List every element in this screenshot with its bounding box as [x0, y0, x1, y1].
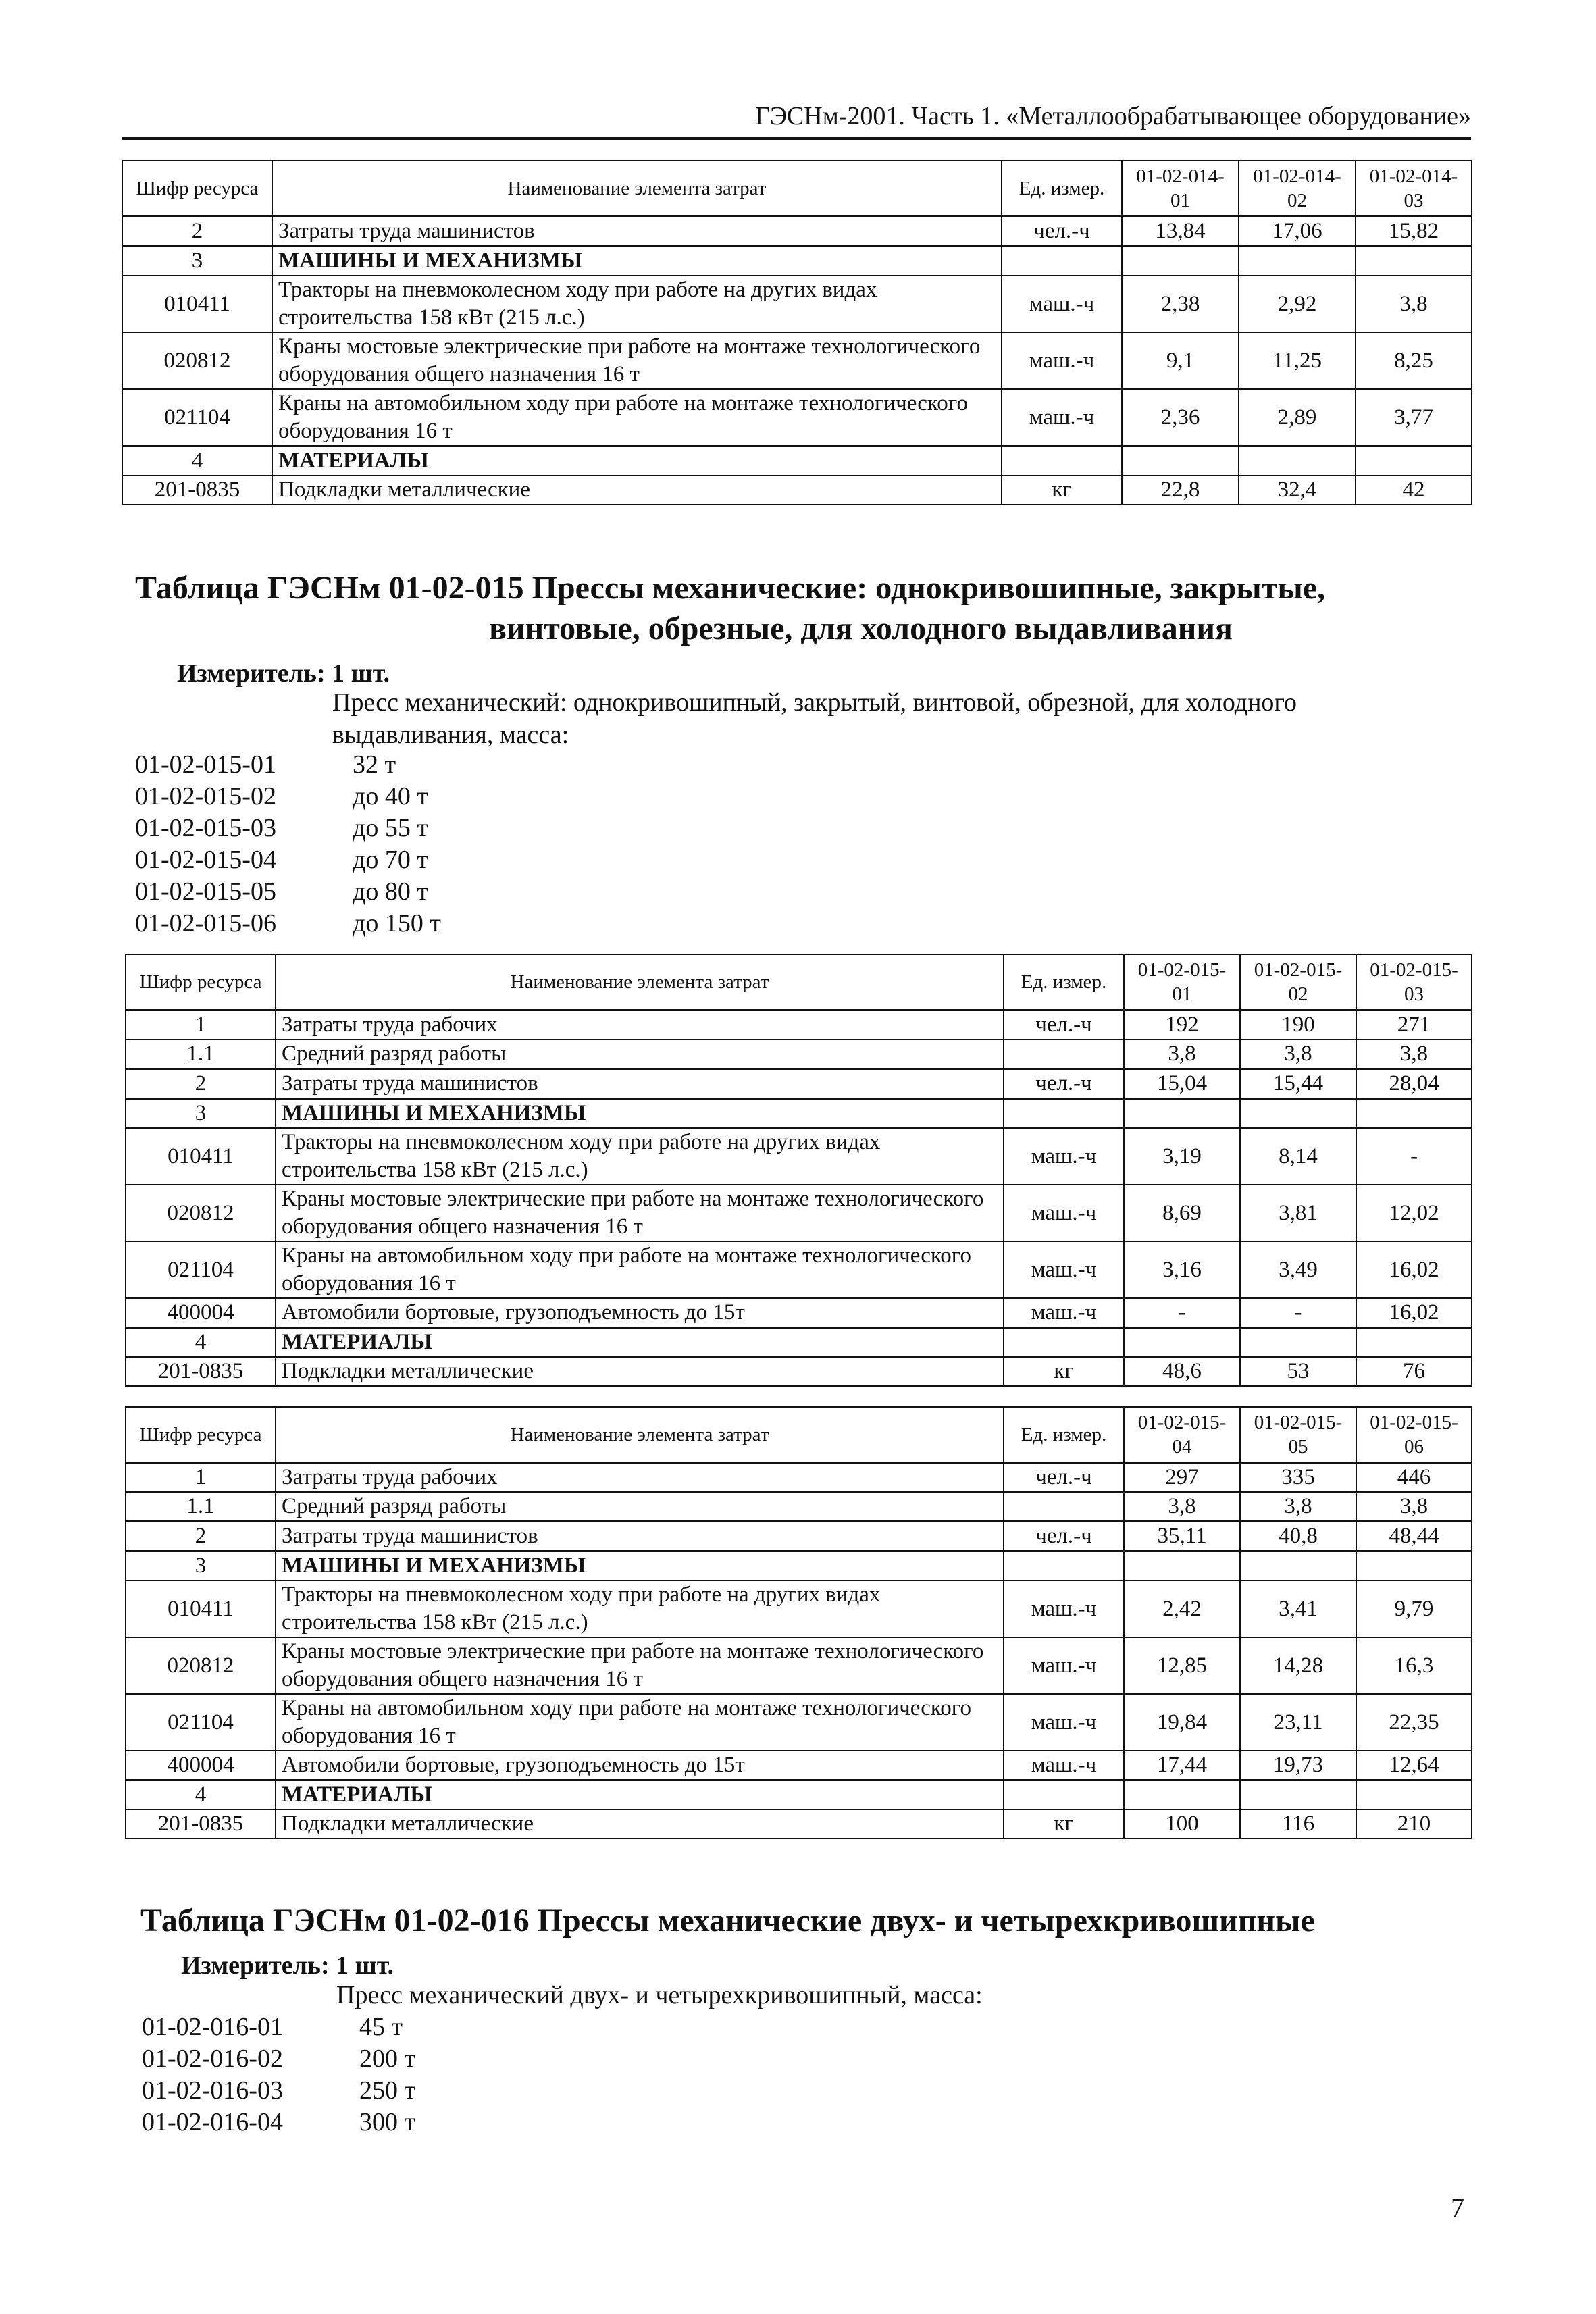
variant-item [135, 749, 441, 781]
table-row [122, 247, 1472, 276]
variant-code: 01-02-015-06 [135, 909, 276, 937]
unit-cell [1004, 1328, 1124, 1358]
col-header-variant-2: 01-02-014-02 [1239, 161, 1356, 217]
resource-code-cell: 010411 [126, 1580, 276, 1637]
description-015: Пресс механический: однокривошипный, закрытый, винтовой, обрезной, для холодного выдавливания, масса: [332, 688, 1297, 749]
value-cell: 16,02 [1356, 1241, 1472, 1298]
unit-cell: маш.-ч [1004, 1580, 1124, 1637]
table-row [126, 1328, 1472, 1358]
table-row [122, 217, 1472, 247]
unit-cell: чел.-ч [1004, 1069, 1124, 1099]
col-header-unit: Ед. измер. [1004, 954, 1124, 1010]
resource-table-015-a [125, 954, 1472, 1387]
resource-name-cell: Краны на автомобильном ходу при работе на монтаже технологического оборудования 16 т [272, 389, 1002, 446]
value-cell: 15,82 [1356, 217, 1472, 247]
value-cell: 16,3 [1356, 1637, 1472, 1694]
variant-code: 01-02-015-03 [135, 814, 276, 842]
variant-code: 01-02-016-02 [142, 2045, 283, 2073]
value-cell: 22,35 [1356, 1694, 1472, 1751]
table-row [126, 1492, 1472, 1522]
table-row [126, 1128, 1472, 1185]
value-cell: 14,28 [1240, 1637, 1356, 1694]
resource-name-cell: Подкладки металлические [272, 475, 1002, 505]
resource-name-cell: Подкладки металлические [276, 1809, 1004, 1839]
variant-mass: до 40 т [353, 782, 428, 811]
variant-item [142, 2043, 415, 2075]
value-cell: 8,69 [1124, 1185, 1240, 1241]
resource-code-cell: 3 [126, 1551, 276, 1581]
resource-code-cell: 201-0835 [126, 1357, 276, 1386]
value-cell [1240, 1328, 1356, 1358]
variant-code: 01-02-016-04 [142, 2108, 283, 2136]
resource-name-cell: Затраты труда рабочих [276, 1010, 1004, 1040]
variant-mass: 200 т [359, 2045, 416, 2073]
value-cell: 12,02 [1356, 1185, 1472, 1241]
value-cell [1124, 1780, 1240, 1810]
value-cell: 2,42 [1124, 1580, 1240, 1637]
variant-item [135, 876, 441, 908]
value-cell: - [1240, 1298, 1356, 1328]
value-cell: 17,44 [1124, 1751, 1240, 1780]
table-row [126, 1751, 1472, 1780]
variant-code: 01-02-015-05 [135, 877, 276, 906]
resource-code-cell: 400004 [126, 1298, 276, 1328]
resource-code-cell: 1.1 [126, 1492, 276, 1522]
col-header-code: Шифр ресурса [126, 1407, 276, 1463]
resource-name-cell: МАТЕРИАЛЫ [276, 1328, 1004, 1358]
value-cell: 12,64 [1356, 1751, 1472, 1780]
col-header-variant-3: 01-02-014-03 [1356, 161, 1472, 217]
value-cell: 42 [1356, 475, 1472, 505]
value-cell: 190 [1240, 1010, 1356, 1040]
variant-item [135, 781, 441, 813]
col-header-variant-3: 01-02-015-03 [1356, 954, 1472, 1010]
value-cell [1356, 1780, 1472, 1810]
table-row [126, 1010, 1472, 1040]
unit-cell [1004, 1551, 1124, 1581]
table-title-016: Таблица ГЭСНм 01-02-016 Прессы механические двух- и четырехкривошипные [140, 1903, 1315, 1938]
value-cell: 2,89 [1239, 389, 1356, 446]
resource-code-cell: 201-0835 [122, 475, 272, 505]
value-cell: - [1124, 1298, 1240, 1328]
table-row [122, 276, 1472, 332]
resource-table-015-b [125, 1406, 1472, 1839]
unit-cell [1004, 1099, 1124, 1129]
col-header-variant-2: 01-02-015-02 [1240, 954, 1356, 1010]
resource-name-cell: МАШИНЫ И МЕХАНИЗМЫ [276, 1099, 1004, 1129]
variant-code: 01-02-015-01 [135, 750, 276, 779]
table-row [126, 1241, 1472, 1298]
value-cell [1356, 446, 1472, 476]
unit-cell [1002, 446, 1122, 476]
table-row [126, 1809, 1472, 1839]
value-cell: 3,8 [1124, 1492, 1240, 1522]
value-cell: 3,8 [1240, 1039, 1356, 1069]
variant-mass: до 55 т [353, 814, 428, 842]
value-cell: 297 [1124, 1463, 1240, 1493]
resource-code-cell: 1 [126, 1010, 276, 1040]
unit-cell: кг [1004, 1809, 1124, 1839]
value-cell: 3,8 [1356, 1492, 1472, 1522]
variant-item [142, 2011, 415, 2043]
value-cell [1240, 1780, 1356, 1810]
unit-cell: кг [1002, 475, 1122, 505]
value-cell: 22,8 [1122, 475, 1239, 505]
resource-code-cell: 020812 [126, 1185, 276, 1241]
variant-mass: 300 т [359, 2108, 416, 2136]
unit-cell: чел.-ч [1004, 1522, 1124, 1551]
variant-item [142, 2075, 415, 2107]
table-row [122, 475, 1472, 505]
variant-list-015 [135, 749, 441, 940]
value-cell: - [1356, 1128, 1472, 1185]
table-row [126, 1099, 1472, 1129]
resource-code-cell: 3 [126, 1099, 276, 1129]
variant-code: 01-02-016-01 [142, 2013, 283, 2041]
resource-name-cell: Краны мостовые электрические при работе на монтаже технологического оборудования общего назначения 16 т [276, 1185, 1004, 1241]
description-016: Пресс механический двух- и четырехкривошипный, масса: [336, 1981, 983, 2009]
unit-cell: чел.-ч [1002, 217, 1122, 247]
value-cell: 8,25 [1356, 332, 1472, 389]
table-row [126, 1039, 1472, 1069]
col-header-variant-3: 01-02-015-06 [1356, 1407, 1472, 1463]
value-cell: 3,19 [1124, 1128, 1240, 1185]
resource-code-cell: 2 [126, 1069, 276, 1099]
running-header: ГЭСНм-2001. Часть 1. «Металлообрабатывающее оборудование» [754, 102, 1471, 130]
value-cell: 48,6 [1124, 1357, 1240, 1386]
resource-name-cell: Подкладки металлические [276, 1357, 1004, 1386]
table-row [126, 1580, 1472, 1637]
unit-cell [1004, 1039, 1124, 1069]
resource-code-cell: 1.1 [126, 1039, 276, 1069]
resource-name-cell: Затраты труда машинистов [276, 1522, 1004, 1551]
unit-cell: маш.-ч [1004, 1185, 1124, 1241]
value-cell: 28,04 [1356, 1069, 1472, 1099]
unit-cell: маш.-ч [1004, 1128, 1124, 1185]
variant-item [135, 908, 441, 940]
value-cell [1356, 1099, 1472, 1129]
value-cell [1122, 446, 1239, 476]
resource-table-014 [122, 160, 1472, 505]
value-cell: 16,02 [1356, 1298, 1472, 1328]
unit-cell [1004, 1780, 1124, 1810]
variant-mass: 32 т [353, 750, 396, 779]
variant-code: 01-02-015-02 [135, 782, 276, 811]
resource-code-cell: 2 [126, 1522, 276, 1551]
unit-cell: кг [1004, 1357, 1124, 1386]
resource-name-cell: Средний разряд работы [276, 1039, 1004, 1069]
table-row [122, 389, 1472, 446]
unit-cell: чел.-ч [1004, 1463, 1124, 1493]
unit-cell: чел.-ч [1004, 1010, 1124, 1040]
resource-code-cell: 020812 [126, 1637, 276, 1694]
value-cell: 9,1 [1122, 332, 1239, 389]
unit-cell: маш.-ч [1004, 1241, 1124, 1298]
value-cell: 3,8 [1124, 1039, 1240, 1069]
value-cell: 2,36 [1122, 389, 1239, 446]
resource-code-cell: 021104 [122, 389, 272, 446]
table-row [126, 1551, 1472, 1581]
value-cell [1239, 247, 1356, 276]
variant-mass: до 80 т [353, 877, 428, 906]
value-cell: 210 [1356, 1809, 1472, 1839]
value-cell: 3,81 [1240, 1185, 1356, 1241]
value-cell [1356, 1551, 1472, 1581]
table-row [126, 1637, 1472, 1694]
variant-item [135, 813, 441, 844]
variant-item [142, 2107, 415, 2138]
value-cell: 3,16 [1124, 1241, 1240, 1298]
unit-cell [1002, 247, 1122, 276]
table-row [126, 1780, 1472, 1810]
value-cell: 3,8 [1240, 1492, 1356, 1522]
value-cell: 3,8 [1356, 276, 1472, 332]
value-cell: 40,8 [1240, 1522, 1356, 1551]
resource-name-cell: Затраты труда машинистов [276, 1069, 1004, 1099]
value-cell [1124, 1099, 1240, 1129]
unit-cell: маш.-ч [1004, 1298, 1124, 1328]
variant-item [135, 844, 441, 876]
table-row [126, 1522, 1472, 1551]
value-cell: 446 [1356, 1463, 1472, 1493]
resource-code-cell: 201-0835 [126, 1809, 276, 1839]
resource-code-cell: 4 [122, 446, 272, 476]
resource-code-cell: 020812 [122, 332, 272, 389]
col-header-name: Наименование элемента затрат [276, 954, 1004, 1010]
col-header-variant-1: 01-02-015-01 [1124, 954, 1240, 1010]
col-header-unit: Ед. измер. [1004, 1407, 1124, 1463]
value-cell: 15,04 [1124, 1069, 1240, 1099]
value-cell: 32,4 [1239, 475, 1356, 505]
resource-name-cell: МАШИНЫ И МЕХАНИЗМЫ [272, 247, 1002, 276]
value-cell: 35,11 [1124, 1522, 1240, 1551]
resource-name-cell: Автомобили бортовые, грузоподъемность до 15т [276, 1298, 1004, 1328]
resource-name-cell: Тракторы на пневмоколесном ходу при работе на других видах строительства 158 кВт (215 л.с.) [276, 1580, 1004, 1637]
resource-code-cell: 021104 [126, 1694, 276, 1751]
value-cell [1124, 1551, 1240, 1581]
resource-name-cell: МАШИНЫ И МЕХАНИЗМЫ [276, 1551, 1004, 1581]
value-cell: 9,79 [1356, 1580, 1472, 1637]
value-cell: 48,44 [1356, 1522, 1472, 1551]
page-number: 7 [1451, 2192, 1464, 2223]
table-row [126, 1463, 1472, 1493]
resource-name-cell: Тракторы на пневмоколесном ходу при работе на других видах строительства 158 кВт (215 л.с.) [272, 276, 1002, 332]
resource-code-cell: 400004 [126, 1751, 276, 1780]
value-cell: 19,84 [1124, 1694, 1240, 1751]
value-cell: 192 [1124, 1010, 1240, 1040]
value-cell: 3,49 [1240, 1241, 1356, 1298]
value-cell: 100 [1124, 1809, 1240, 1839]
value-cell [1240, 1099, 1356, 1129]
value-cell [1239, 446, 1356, 476]
unit-cell: маш.-ч [1002, 389, 1122, 446]
col-header-variant-1: 01-02-014-01 [1122, 161, 1239, 217]
value-cell: 76 [1356, 1357, 1472, 1386]
unit-cell [1004, 1492, 1124, 1522]
col-header-name: Наименование элемента затрат [272, 161, 1002, 217]
value-cell: 19,73 [1240, 1751, 1356, 1780]
resource-name-cell: МАТЕРИАЛЫ [276, 1780, 1004, 1810]
col-header-name: Наименование элемента затрат [276, 1407, 1004, 1463]
value-cell: 53 [1240, 1357, 1356, 1386]
variant-code: 01-02-016-03 [142, 2076, 283, 2105]
resource-name-cell: Краны мостовые электрические при работе на монтаже технологического оборудования общего назначения 16 т [272, 332, 1002, 389]
table-row [122, 332, 1472, 389]
unit-cell: маш.-ч [1004, 1751, 1124, 1780]
header-rule [122, 137, 1471, 140]
value-cell: 2,92 [1239, 276, 1356, 332]
resource-code-cell: 4 [126, 1328, 276, 1358]
value-cell [1124, 1328, 1240, 1358]
value-cell: 3,8 [1356, 1039, 1472, 1069]
variant-list-016 [142, 2011, 415, 2138]
unit-cell: маш.-ч [1004, 1694, 1124, 1751]
resource-code-cell: 4 [126, 1780, 276, 1810]
unit-cell: маш.-ч [1002, 332, 1122, 389]
value-cell: 271 [1356, 1010, 1472, 1040]
value-cell: 116 [1240, 1809, 1356, 1839]
resource-name-cell: Затраты труда машинистов [272, 217, 1002, 247]
resource-code-cell: 010411 [126, 1128, 276, 1185]
col-header-code: Шифр ресурса [126, 954, 276, 1010]
unit-cell: маш.-ч [1002, 276, 1122, 332]
resource-code-cell: 010411 [122, 276, 272, 332]
table-row [126, 1069, 1472, 1099]
resource-name-cell: Краны на автомобильном ходу при работе на монтаже технологического оборудования 16 т [276, 1241, 1004, 1298]
resource-name-cell: Затраты труда рабочих [276, 1463, 1004, 1493]
table-row [122, 446, 1472, 476]
resource-code-cell: 1 [126, 1463, 276, 1493]
resource-code-cell: 021104 [126, 1241, 276, 1298]
value-cell [1356, 1328, 1472, 1358]
variant-code: 01-02-015-04 [135, 846, 276, 874]
value-cell: 11,25 [1239, 332, 1356, 389]
value-cell: 335 [1240, 1463, 1356, 1493]
value-cell: 3,41 [1240, 1580, 1356, 1637]
value-cell: 17,06 [1239, 217, 1356, 247]
value-cell: 2,38 [1122, 276, 1239, 332]
col-header-variant-1: 01-02-015-04 [1124, 1407, 1240, 1463]
value-cell [1240, 1551, 1356, 1581]
resource-name-cell: МАТЕРИАЛЫ [272, 446, 1002, 476]
unit-cell: маш.-ч [1004, 1637, 1124, 1694]
table-row [126, 1185, 1472, 1241]
resource-code-cell: 3 [122, 247, 272, 276]
table-title-015-line1: Таблица ГЭСНм 01-02-015 Прессы механические: однокривошипные, закрытые, [135, 570, 1326, 606]
variant-mass: до 70 т [353, 846, 428, 874]
resource-name-cell: Краны мостовые электрические при работе на монтаже технологического оборудования общего назначения 16 т [276, 1637, 1004, 1694]
value-cell: 12,85 [1124, 1637, 1240, 1694]
value-cell: 3,77 [1356, 389, 1472, 446]
value-cell [1122, 247, 1239, 276]
value-cell [1356, 247, 1472, 276]
resource-code-cell: 2 [122, 217, 272, 247]
table-title-015-line2: винтовые, обрезные, для холодного выдавливания [489, 611, 1233, 646]
variant-mass: до 150 т [353, 909, 441, 937]
table-row [126, 1298, 1472, 1328]
variant-mass: 45 т [359, 2013, 403, 2041]
measure-016: Измеритель: 1 шт. [181, 1951, 394, 1980]
variant-mass: 250 т [359, 2076, 416, 2105]
table-row [126, 1357, 1472, 1386]
col-header-unit: Ед. измер. [1002, 161, 1122, 217]
value-cell: 23,11 [1240, 1694, 1356, 1751]
resource-name-cell: Автомобили бортовые, грузоподъемность до 15т [276, 1751, 1004, 1780]
value-cell: 13,84 [1122, 217, 1239, 247]
col-header-variant-2: 01-02-015-05 [1240, 1407, 1356, 1463]
measure-015: Измеритель: 1 шт. [177, 659, 390, 688]
value-cell: 8,14 [1240, 1128, 1356, 1185]
resource-name-cell: Тракторы на пневмоколесном ходу при работе на других видах строительства 158 кВт (215 л.с.) [276, 1128, 1004, 1185]
col-header-code: Шифр ресурса [122, 161, 272, 217]
value-cell: 15,44 [1240, 1069, 1356, 1099]
resource-name-cell: Средний разряд работы [276, 1492, 1004, 1522]
table-row [126, 1694, 1472, 1751]
resource-name-cell: Краны на автомобильном ходу при работе на монтаже технологического оборудования 16 т [276, 1694, 1004, 1751]
